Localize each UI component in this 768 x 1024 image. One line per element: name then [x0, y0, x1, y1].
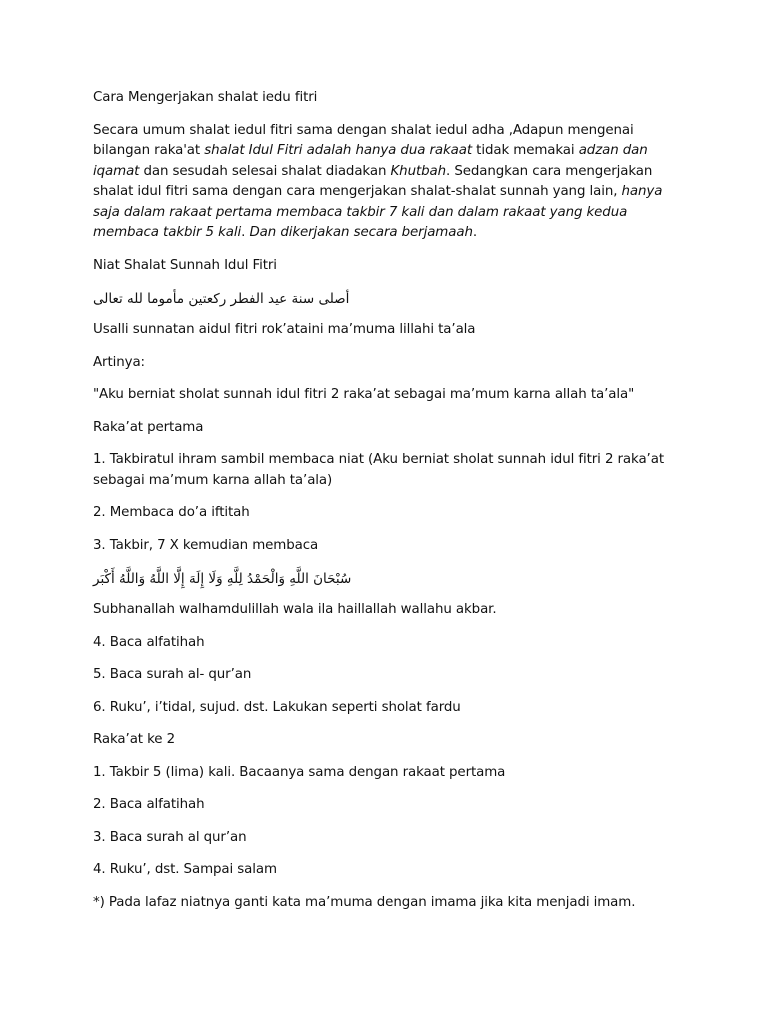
- rakaat1-step-4: 4. Baca alfatihah: [93, 634, 205, 650]
- intro-text-1: Secara umum shalat iedul fitri sama dengan shalat iedul adha ,Adapun mengenai bilangan raka'at: [93, 122, 634, 158]
- intro-text-3: dan sesudah selesai shalat diadakan: [139, 163, 391, 179]
- intro-text-2: tidak memakai: [472, 143, 579, 158]
- rakaat2-step-2: 2. Baca alfatihah: [93, 797, 205, 812]
- footnote: *) Pada lafaz niatnya ganti kata ma’muma dengan imama jika kita menjadi imam.: [93, 894, 636, 910]
- intro-italic-3: Khutbah: [390, 163, 446, 179]
- tasbih-latin: Subhanallah walhamdulillah wala ila haillallah wallahu akbar.: [93, 602, 497, 617]
- niat-latin: Usalli sunnatan aidul fitri rok’ataini ma’muma lillahi ta’ala: [93, 322, 476, 337]
- intro-text-4: . Sedangkan cara mengerjakan shalat idul fitri sama dengan cara mengerjakan shalat-shalat sunnah yang lain,: [93, 163, 653, 199]
- intro-text-5: .: [241, 225, 250, 240]
- niat-heading: Niat Shalat Sunnah Idul Fitri: [93, 257, 277, 273]
- tasbih-arabic-wrap: [93, 568, 683, 600]
- rakaat2-heading: Raka’at ke 2: [93, 732, 176, 747]
- rakaat1-step-3: 3. Takbir, 7 X kemudian membaca: [93, 537, 319, 553]
- rakaat1-heading: Raka’at pertama: [93, 419, 204, 435]
- rakaat2-step-1: 1. Takbir 5 (lima) kali. Bacaanya sama dengan rakaat pertama: [93, 764, 506, 780]
- rakaat2-step-4: 4. Ruku’, dst. Sampai salam: [93, 862, 277, 877]
- intro-text-6: .: [472, 225, 478, 240]
- intro-paragraph: [93, 121, 683, 244]
- document-title: Cara Mengerjakan shalat iedu fitri: [93, 90, 318, 105]
- intro-italic-1: shalat Idul Fitri adalah hanya dua rakaat: [204, 143, 473, 158]
- rakaat2-step-3: 3. Baca surah al qur’an: [93, 829, 247, 845]
- intro-italic-5: Dan dikerjakan secara berjamaah: [249, 225, 473, 240]
- rakaat1-step-1: 1. Takbiratul ihram sambil membaca niat (Aku berniat sholat sunnah idul fitri 2 raka’at sebagai ma’mum karna allah ta’ala): [93, 452, 664, 488]
- niat-arabic: أصلى سنة عيد الفطر ركعتين مأموما لله تعالى: [93, 291, 350, 307]
- intro-italic-4: hanya saja dalam rakaat pertama membaca takbir 7 kali dan dalam rakaat yang kedua membaca takbir 5 kali: [93, 184, 663, 240]
- artinya-text: "Aku berniat sholat sunnah idul fitri 2 raka’at sebagai ma’mum karna allah ta’ala": [93, 387, 635, 402]
- artinya-label: Artinya:: [93, 354, 145, 370]
- rakaat1-step-6: 6. Ruku’, i’tidal, sujud. dst. Lakukan seperti sholat fardu: [93, 699, 461, 715]
- niat-arabic-wrap: [93, 288, 683, 320]
- intro-italic-2: adzan dan iqamat: [93, 143, 648, 179]
- rakaat1-step-2: 2. Membaca do’a iftitah: [93, 505, 250, 520]
- document-body: [93, 88, 683, 925]
- tasbih-arabic: سُبْحَانَ اللَّهِ وَالْحَمْدُ لِلَّهِ وَلَا إِلَهَ إِلَّا اللَّهُ وَاللَّهُ أَكْبَر: [93, 571, 352, 587]
- rakaat1-step-5: 5. Baca surah al- qur’an: [93, 667, 252, 682]
